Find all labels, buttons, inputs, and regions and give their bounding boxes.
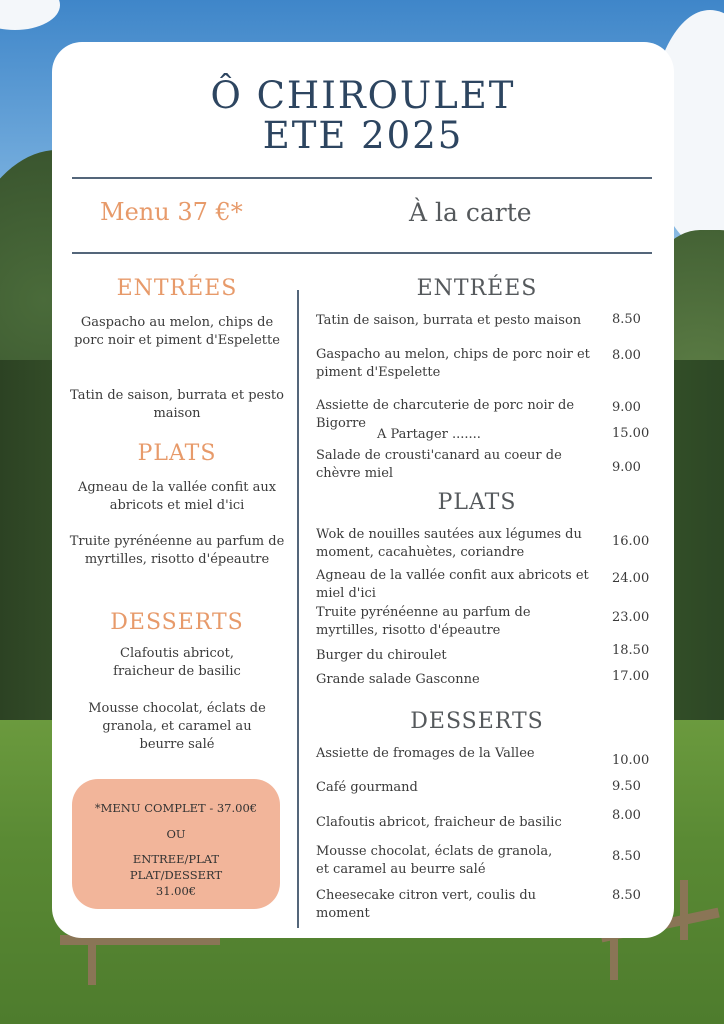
- carte-entree-name: Tatin de saison, burrata et pesto maison: [316, 313, 582, 328]
- carte-entree-price: 8.50: [612, 312, 641, 327]
- carte-entrees-title: ENTRÉES: [416, 276, 538, 301]
- menu-desserts-title: DESSERTS: [110, 610, 244, 635]
- carte-plat-price: 23.00: [612, 610, 650, 625]
- menu-dessert-item: Clafoutis abricot, fraicheur de basilic: [113, 646, 241, 679]
- menu-card: [52, 42, 674, 938]
- menu-plats-title: PLATS: [137, 441, 217, 466]
- carte-plat-name: Truite pyrénéenne au parfum de myrtilles, risotto d'épeautre: [316, 605, 531, 638]
- carte-entree-name: Salade de crousti'canard au coeur de chèvre miel: [316, 448, 562, 481]
- restaurant-title: Ô CHIROULET: [210, 74, 516, 117]
- menu-entree-item: Gaspacho au melon, chips de porc noir et piment d'Espelette: [74, 315, 280, 348]
- menu-dessert-item: Mousse chocolat, éclats de granola, et caramel au beurre salé: [88, 701, 266, 752]
- carte-entree-price: 8.00: [612, 348, 641, 363]
- carte-entree-name: Assiette de charcuterie de porc noir de Bigorre: [316, 398, 575, 431]
- carte-dessert-price: 10.00: [612, 753, 650, 768]
- box-line: OU: [166, 827, 186, 841]
- carte-entree-price: 9.00: [612, 400, 641, 415]
- divider-top: [72, 177, 652, 179]
- menu-plat-item: Agneau de la vallée confit aux abricots et miel d'ici: [77, 480, 277, 513]
- carte-entree-name: Gaspacho au melon, chips de porc noir et piment d'Espelette: [316, 347, 590, 380]
- a-la-carte-heading: À la carte: [409, 198, 532, 227]
- bench-leg: [680, 880, 688, 940]
- carte-dessert-name: Cheesecake citron vert, coulis du moment: [316, 888, 537, 921]
- box-line: *MENU COMPLET - 37.00€: [94, 801, 258, 815]
- carte-plat-price: 24.00: [612, 571, 650, 586]
- box-line: PLAT/DESSERT: [129, 868, 223, 882]
- carte-entree-name: A Partager .......: [377, 427, 481, 442]
- bench-leg: [610, 935, 618, 980]
- column-divider: [297, 290, 299, 928]
- menu-price-heading: Menu 37 €*: [100, 198, 243, 226]
- carte-dessert-price: 8.50: [612, 888, 641, 903]
- carte-entree-price: 15.00: [612, 426, 650, 441]
- menu-complet-box: [72, 779, 280, 909]
- box-line: 31.00€: [155, 884, 197, 898]
- carte-dessert-name: Mousse chocolat, éclats de granola, et caramel au beurre salé: [316, 844, 553, 877]
- carte-entree-price: 9.00: [612, 460, 641, 475]
- carte-desserts-title: DESSERTS: [410, 709, 544, 734]
- carte-dessert-name: Assiette de fromages de la Vallee: [316, 746, 535, 761]
- carte-plat-price: 18.50: [612, 643, 650, 658]
- carte-plat-price: 17.00: [612, 669, 650, 684]
- carte-dessert-price: 9.50: [612, 779, 641, 794]
- carte-plat-name: Agneau de la vallée confit aux abricots et miel d'ici: [316, 568, 589, 601]
- carte-dessert-price: 8.50: [612, 849, 641, 864]
- carte-dessert-price: 8.00: [612, 808, 641, 823]
- menu-entree-item: Tatin de saison, burrata et pesto maison: [70, 388, 284, 421]
- carte-dessert-name: Clafoutis abricot, fraicheur de basilic: [316, 815, 562, 830]
- menu-entrees-title: ENTRÉES: [116, 276, 238, 301]
- carte-plat-name: Wok de nouilles sautées aux légumes du moment, cacahuètes, coriandre: [316, 527, 582, 560]
- carte-plats-title: PLATS: [437, 490, 517, 515]
- menu-plat-item: Truite pyrénéenne au parfum de myrtilles, risotto d'épeautre: [69, 534, 285, 567]
- carte-plat-name: Burger du chiroulet: [316, 648, 447, 663]
- carte-dessert-name: Café gourmand: [316, 780, 418, 795]
- box-line: ENTREE/PLAT: [132, 852, 220, 866]
- carte-plat-name: Grande salade Gasconne: [316, 672, 480, 687]
- bench-leg: [88, 945, 96, 985]
- divider-bottom: [72, 252, 652, 254]
- carte-plat-price: 16.00: [612, 534, 650, 549]
- season-title: ETE 2025: [262, 114, 464, 157]
